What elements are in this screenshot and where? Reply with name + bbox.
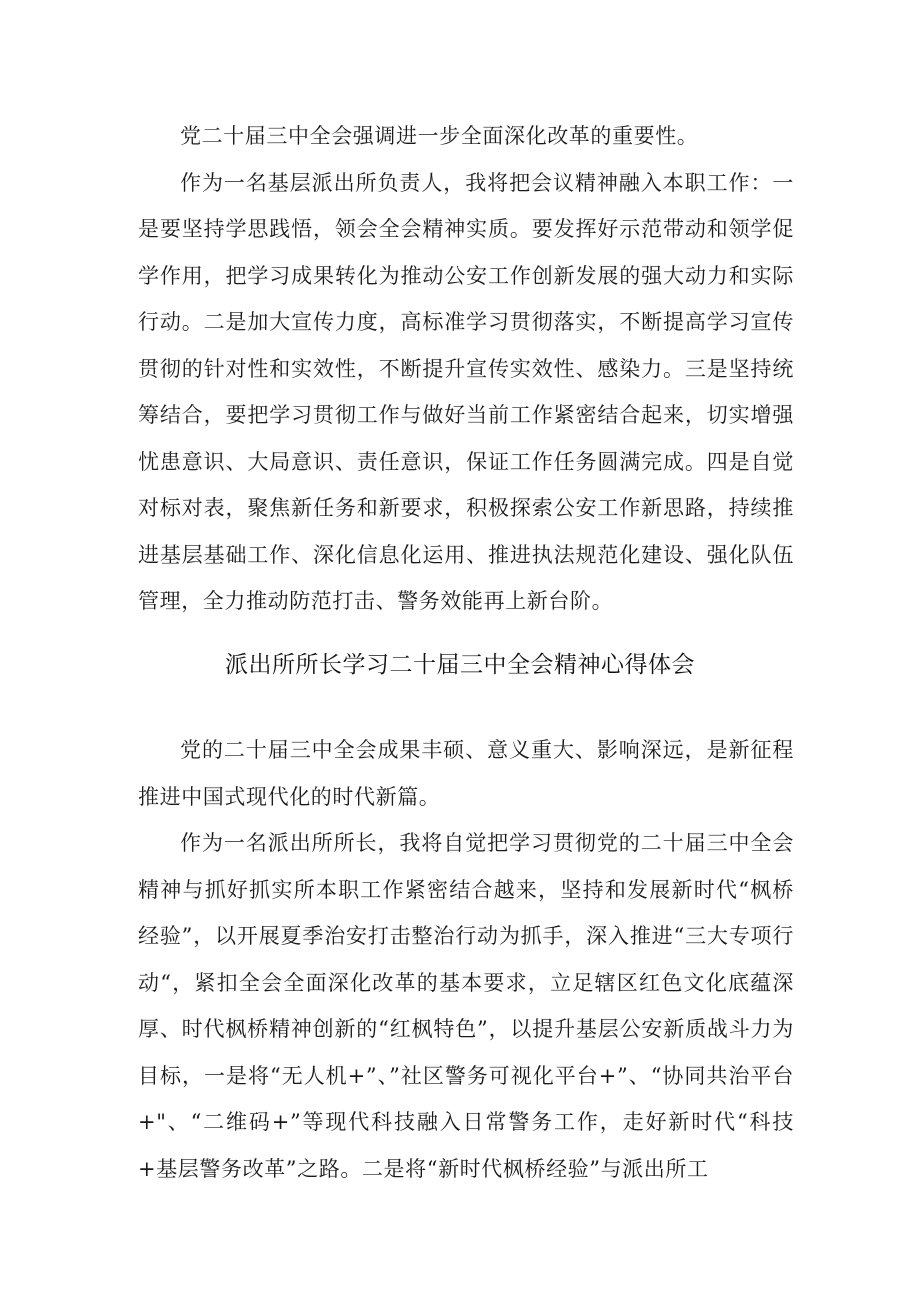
paragraph: 作为一名派出所所长，我将自觉把学习贯彻党的二十届三中全会精神与抓好抓实所本职工作紧密结合越来，坚持和发展新时代“枫桥经验”，以开展夏季治安打击整治行动为抓手，深入推进“三大专项行动“，紧扣全会全面深化改革的基本要求，立足辖区红色文化底蕴深厚、时代枫桥精神创新的“红枫特色”，以提升基层公安新质战斗力为目标，一是将“无人机+”、”社区警务可视化平台+”、“协同共治平台+"、“二维码+”等现代科技融入日常警务工作，走好新时代“科技+基层警务改革”之路。二是将“新时代枫桥经验”与派出所工 [138,831,794,1181]
paragraph: 党的二十届三中全会成果丰硕、意义重大、影响深远，是新征程推进中国式现代化的时代新篇。 [138,738,794,809]
section-2-body [138,727,794,1192]
paragraph: 党二十届三中全会强调进一步全面深化改革的重要性。 [180,124,699,148]
section-2-title: 派出所所长学习二十届三中全会精神心得体会 [225,652,695,678]
paragraph: 作为一名基层派出所负责人，我将把会议精神融入本职工作：一是要坚持学思践悟，领会全会精神实质。要发挥好示范带动和领学促学作用，把学习成果转化为推动公安工作创新发展的强大动力和实际行动。二是加大宣传力度，高标准学习贯彻落实，不断提高学习宣传贯彻的针对性和实效性，不断提升宣传实效性、感染力。三是坚持统筹结合，要把学习贯彻工作与做好当前工作紧密结合起来，切实增强忧患意识、大局意识、责任意识，保证工作任务圆满完成。四是自觉对标对表，聚焦新任务和新要求，积极探索公安工作新思路，持续推进基层基础工作、深化信息化运用、推进执法规范化建设、强化队伍管理，全力推动防范打击、警务效能再上新台阶。 [138,170,794,613]
section-1-body [138,113,794,625]
